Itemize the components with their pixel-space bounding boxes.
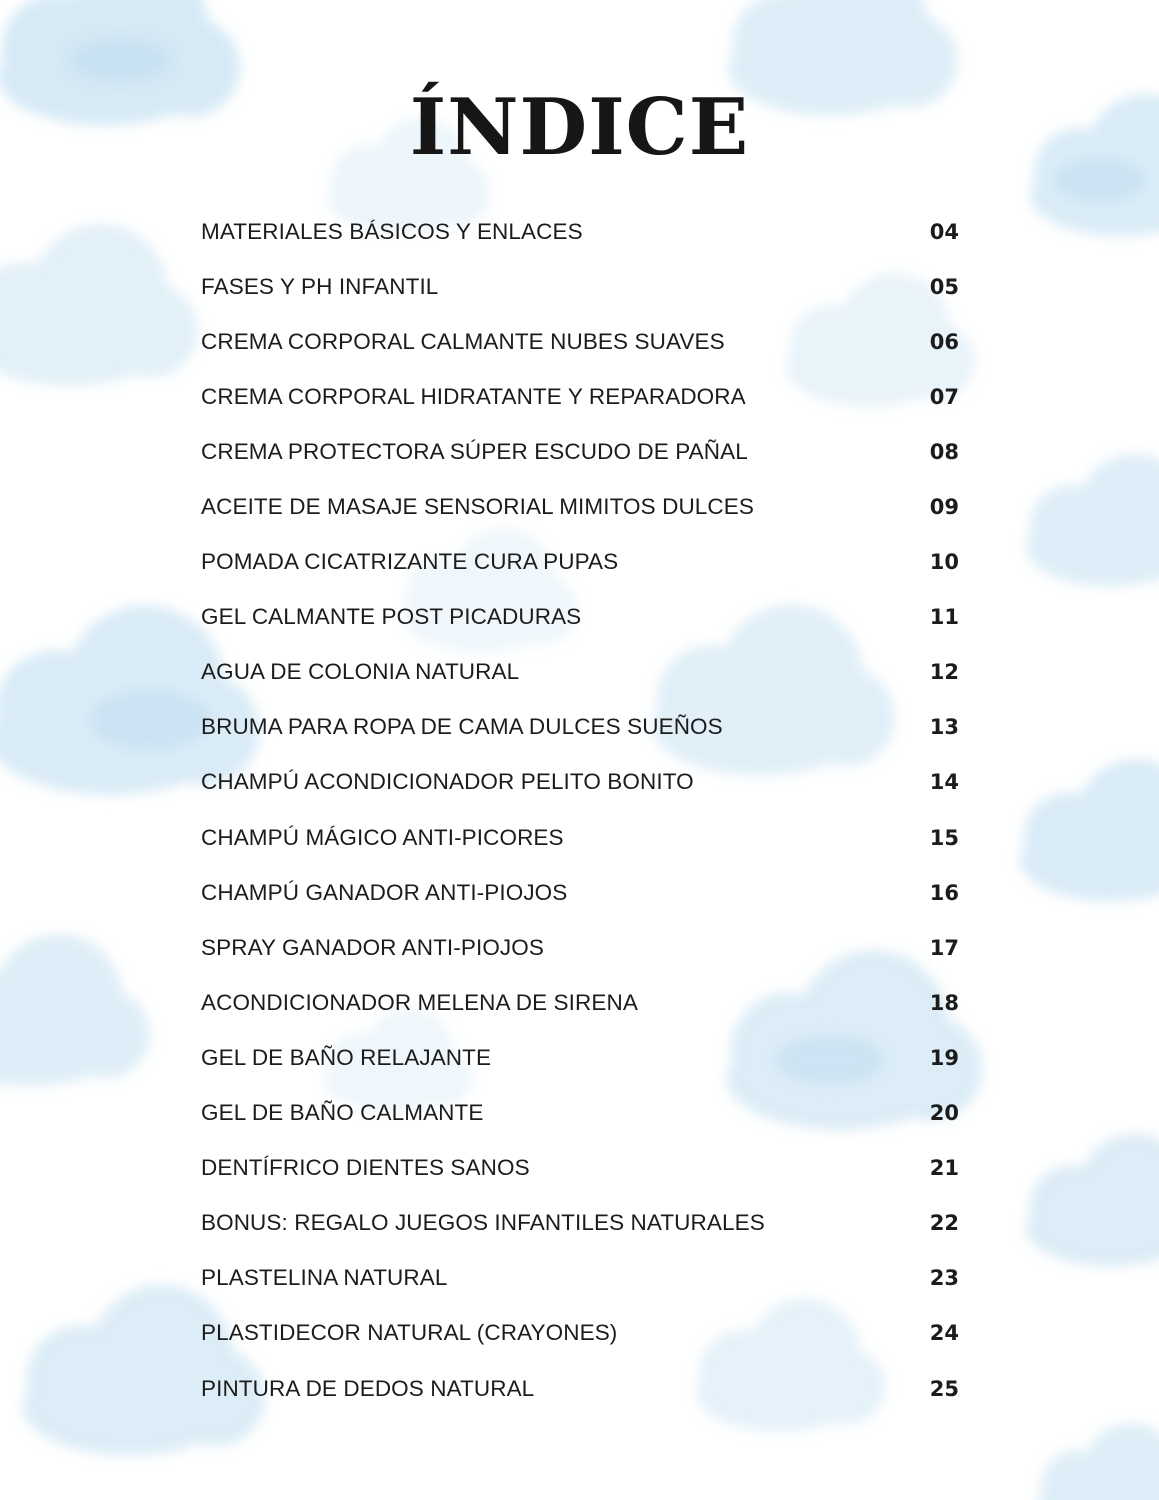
toc-entry-page: 21 [929,1156,959,1181]
toc-entry-page: 04 [929,219,959,244]
toc-entry-page: 18 [929,990,959,1015]
toc-entry-page: 11 [929,605,959,630]
toc-entry[interactable] [201,1141,959,1196]
toc-entry-page: 09 [929,495,959,520]
toc-entry-title: ACEITE DE MASAJE SENSORIAL MIMITOS DULCES [201,494,754,520]
toc-entry[interactable] [201,1306,959,1361]
toc-entry[interactable] [201,975,959,1030]
toc-entry[interactable] [201,259,959,314]
toc-entry-page: 08 [929,439,959,464]
toc-entry-page: 12 [929,660,959,685]
toc-entry-title: DENTÍFRICO DIENTES SANOS [201,1155,530,1181]
toc-entry-title: FASES Y PH INFANTIL [201,273,439,299]
toc-entry[interactable] [201,369,959,424]
toc-entry[interactable] [201,590,959,645]
page-title: ÍNDICE [409,82,750,173]
toc-entry-page: 13 [929,715,959,740]
toc-entry-title: SPRAY GANADOR ANTI-PIOJOS [201,934,544,960]
toc-entry[interactable] [201,479,959,534]
toc-entry-title: CREMA CORPORAL HIDRATANTE Y REPARADORA [201,383,746,409]
toc-entry-title: CHAMPÚ ACONDICIONADOR PELITO BONITO [201,769,694,795]
toc-entry-page: 25 [929,1376,959,1401]
toc-entry[interactable] [201,755,959,810]
toc-entry-page: 15 [929,825,959,850]
toc-entry-title: GEL DE BAÑO RELAJANTE [201,1044,492,1070]
toc-entry-title: PINTURA DE DEDOS NATURAL [201,1375,535,1401]
toc-entry-title: AGUA DE COLONIA NATURAL [201,659,520,685]
toc-entry-title: GEL DE BAÑO CALMANTE [201,1100,484,1126]
toc-entry[interactable] [201,1361,959,1416]
toc-entry[interactable] [201,865,959,920]
toc-entry-page: 24 [929,1321,959,1346]
toc-entry-page: 19 [929,1045,959,1070]
toc-entry[interactable] [201,535,959,590]
toc-entry-page: 05 [929,274,959,299]
toc-entry[interactable] [201,424,959,479]
table-of-contents [201,204,959,1416]
toc-entry-page: 16 [929,880,959,905]
toc-entry-title: MATERIALES BÁSICOS Y ENLACES [201,218,583,244]
toc-entry-page: 14 [929,770,959,795]
toc-entry[interactable] [201,920,959,975]
toc-entry[interactable] [201,1030,959,1085]
toc-entry-title: CHAMPÚ GANADOR ANTI-PIOJOS [201,879,568,905]
toc-entry-title: CREMA PROTECTORA SÚPER ESCUDO DE PAÑAL [201,438,748,464]
toc-entry-page: 23 [929,1266,959,1291]
toc-entry-page: 20 [929,1101,959,1126]
toc-entry[interactable] [201,645,959,700]
toc-entry-page: 22 [929,1211,959,1236]
toc-entry[interactable] [201,810,959,865]
toc-entry-title: CHAMPÚ MÁGICO ANTI-PICORES [201,824,564,850]
toc-entry-title: ACONDICIONADOR MELENA DE SIRENA [201,989,638,1015]
toc-entry-title: GEL CALMANTE POST PICADURAS [201,604,582,630]
toc-entry-title: BRUMA PARA ROPA DE CAMA DULCES SUEÑOS [201,714,723,740]
toc-entry[interactable] [201,1251,959,1306]
toc-entry-title: PLASTELINA NATURAL [201,1265,448,1291]
toc-entry-title: BONUS: REGALO JUEGOS INFANTILES NATURALES [201,1210,765,1236]
toc-entry-title: POMADA CICATRIZANTE CURA PUPAS [201,549,619,575]
toc-entry[interactable] [201,700,959,755]
toc-entry-page: 17 [929,935,959,960]
toc-entry-title: PLASTIDECOR NATURAL (CRAYONES) [201,1320,618,1346]
toc-entry-page: 07 [929,384,959,409]
toc-entry[interactable] [201,314,959,369]
toc-entry[interactable] [201,204,959,259]
toc-entry[interactable] [201,1196,959,1251]
toc-entry-title: CREMA CORPORAL CALMANTE NUBES SUAVES [201,328,725,354]
toc-entry-page: 10 [929,550,959,575]
toc-entry[interactable] [201,1086,959,1141]
toc-entry-page: 06 [929,329,959,354]
